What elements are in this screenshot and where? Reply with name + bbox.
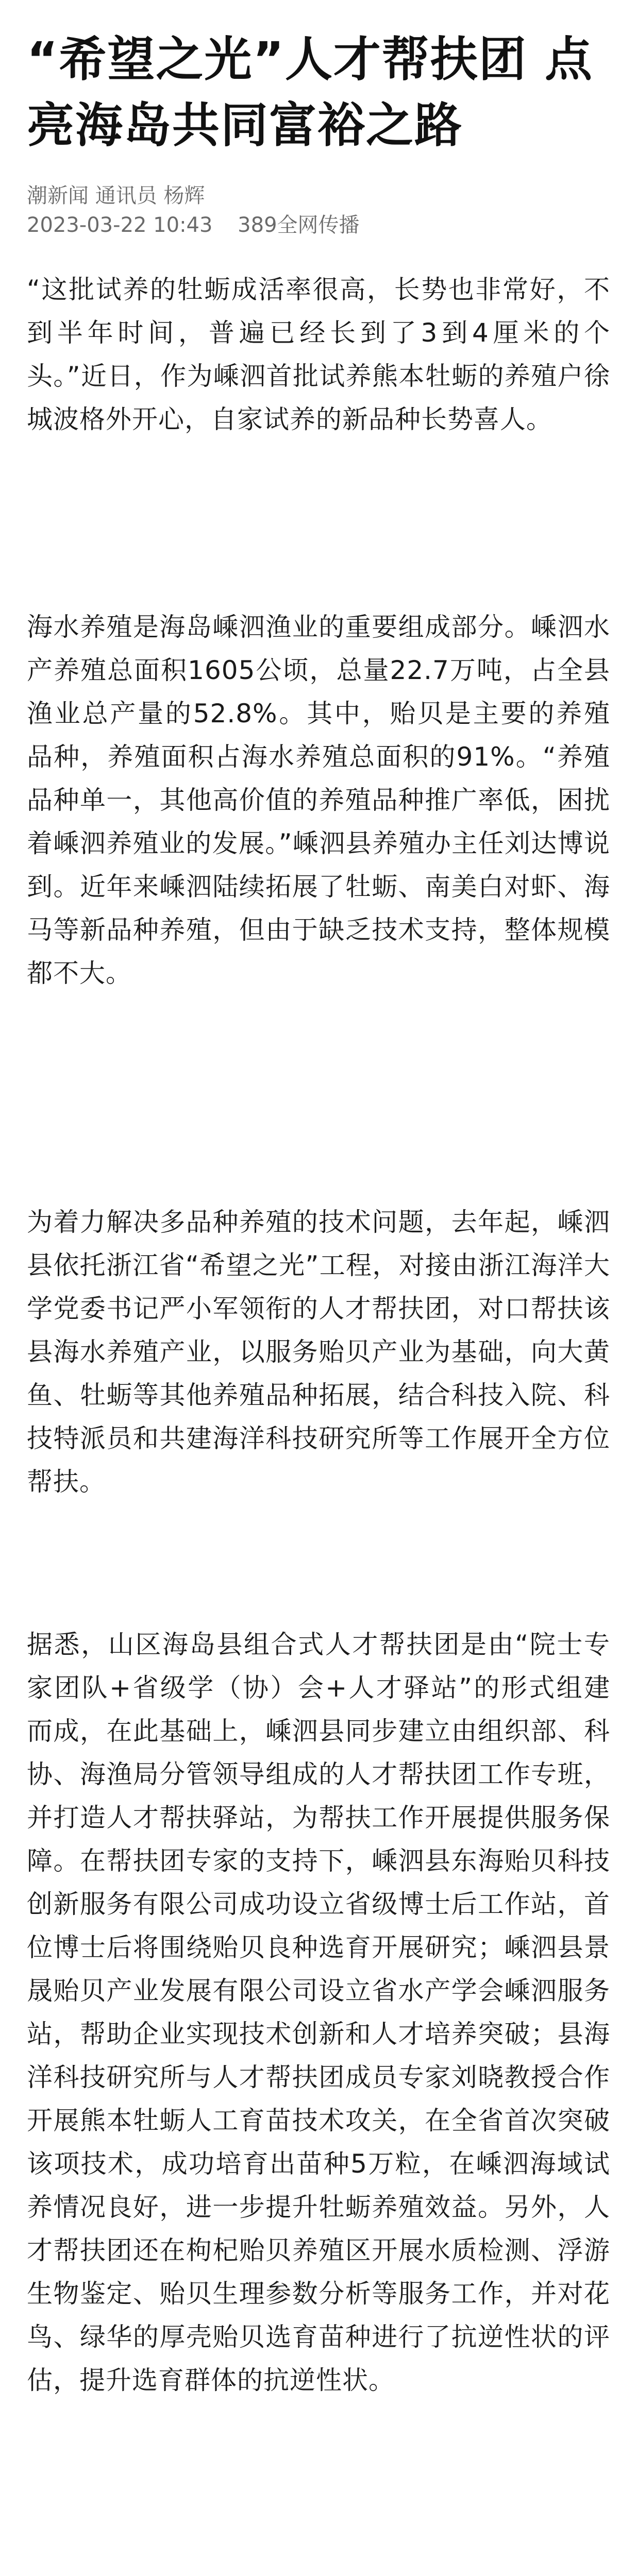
article-paragraph-4: 据悉，山区海岛县组合式人才帮扶团是由“院士专家团队+省级学（协）会+人才驿站”的形式组建而成，在此基础上，嵊泗县同步建立由组织部、科协、海渔局分管领导组成的人才帮扶团工作专班，并打造人才帮扶驿站，为帮扶工作开展提供服务保障。在帮扶团专家的支持下，嵊泗县东海贻贝科技创新服务有限公司成功设立省级博士后工作站，首位博士后将围绕贻贝良种选育开展研究；嵊泗县景晟贻贝产业发展有限公司设立省水产学会嵊泗服务站，帮助企业实现技术创新和人才培养突破；县海洋科技研究所与人才帮扶团成员专家刘晓教授合作开展熊本牡蛎人工育苗技术攻关，在全省首次突破该项技术，成功培育出苗种5万粒，在嵊泗海域试养情况良好，进一步提升牡蛎养殖效益。另外，人才帮扶团还在枸杞贻贝养殖区开展水质检测、浮游生物鉴定、贻贝生理参数分析等服务工作，并对花鸟、绿华的厚壳贻贝选育苗种进行了抗逆性状的评估，提升选育群体的抗逆性状。 [27, 1630, 610, 2395]
article-title: “希望之光”人才帮扶团 点亮海岛共同富裕之路 [27, 32, 593, 153]
article-paragraph-1: “这批试养的牡蛎成活率很高，长势也非常好，不到半年时间，普遍已经长到了3到4厘米的个头。”近日，作为嵊泗首批试养熊本牡蛎的养殖户徐城波格外开心，自家试养的新品种长势喜人。 [27, 275, 610, 434]
article-reach: 389全网传播 [238, 213, 360, 237]
article-meta [27, 209, 378, 238]
article-paragraph-2: 海水养殖是海岛嵊泗渔业的重要组成部分。嵊泗水产养殖总面积1605公顷，总量22.7万吨，占全县渔业总产量的52.8%。其中，贻贝是主要的养殖品种，养殖面积占海水养殖总面积的91%。“养殖品种单一，其他高价值的养殖品种推广率低，困扰着嵊泗养殖业的发展。”嵊泗县养殖办主任刘达博说到。近年来嵊泗陆续拓展了牡蛎、南美白对虾、海马等新品种养殖，但由于缺乏技术支持，整体规模都不大。 [27, 612, 610, 988]
article-date: 2023-03-22 10:43 [27, 213, 213, 237]
article-source: 潮新闻 通讯员 杨辉 [27, 184, 205, 208]
article-paragraph-3: 为着力解决多品种养殖的技术问题，去年起，嵊泗县依托浙江省“希望之光”工程，对接由浙江海洋大学党委书记严小军领衔的人才帮扶团，对口帮扶该县海水养殖产业，以服务贻贝产业为基础，向大黄鱼、牡蛎等其他养殖品种拓展，结合科技入院、科技特派员和共建海洋科技研究所等工作展开全方位帮扶。 [27, 1207, 610, 1497]
